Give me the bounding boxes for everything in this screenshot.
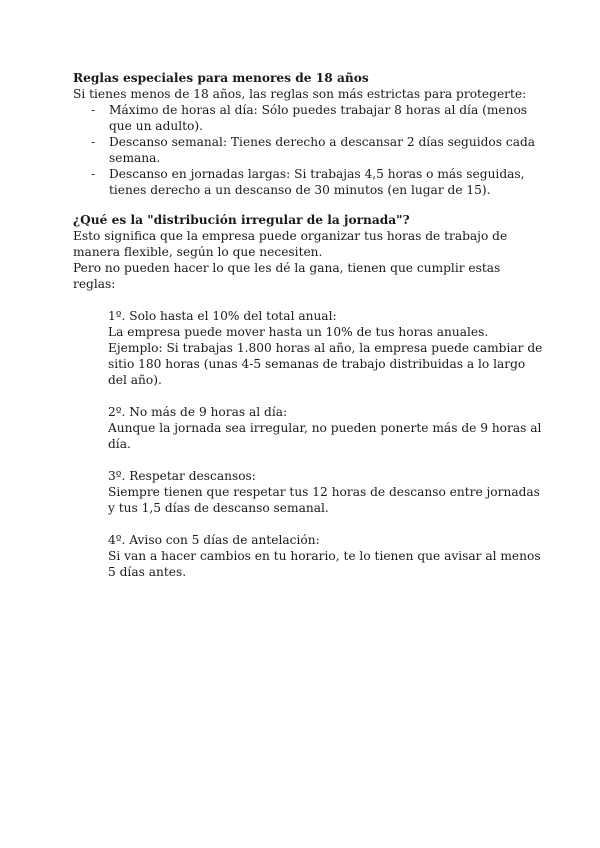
rule-item [108,404,543,452]
rule-line: Ejemplo: Si trabajas 1.800 horas al año, la empresa puede cambiar de sitio 180 horas (unas 4-5 semanas de trabajo distribuidas a lo largo del año). [108,341,543,387]
section-minors-title: Reglas especiales para menores de 18 años [73,71,369,85]
rule-title: 1º. Solo hasta el 10% del total anual: [108,309,337,323]
list-item: - Descanso en jornadas largas: Si trabajas 4,5 horas o más seguidas, tienes derecho a un descanso de 30 minutos (en lugar de 15). [91,167,525,197]
list-item: - Descanso semanal: Tienes derecho a descansar 2 días seguidos cada semana. [91,135,536,165]
rule-line: Siempre tienen que respetar tus 12 horas de descanso entre jornadas y tus 1,5 días de descanso semanal. [108,485,540,515]
dash-bullet: - [91,103,96,117]
rule-item [108,468,543,516]
section-irregular-para2: Pero no pueden hacer lo que les dé la gana, tienen que cumplir estas reglas: [73,261,501,291]
rule-item [108,308,543,388]
list-item: - Máximo de horas al día: Sólo puedes trabajar 8 horas al día (menos que un adulto). [91,103,528,133]
rules-block [73,308,543,580]
section-irregular-distribution [73,212,543,292]
section-minors-intro: Si tienes menos de 18 años, las reglas son más estrictas para protegerte: [73,87,527,101]
rule-title: 4º. Aviso con 5 días de antelación: [108,533,320,547]
dash-bullet: - [91,135,96,149]
rule-line: Si van a hacer cambios en tu horario, te lo tienen que avisar al menos 5 días antes. [108,549,541,579]
rule-item [108,532,543,580]
rule-title: 3º. Respetar descansos: [108,469,256,483]
section-irregular-para1: Esto significa que la empresa puede organizar tus horas de trabajo de manera flexible, según lo que necesiten. [73,229,508,259]
rule-line: Aunque la jornada sea irregular, no pueden ponerte más de 9 horas al día. [108,421,542,451]
dash-bullet: - [91,167,96,181]
section-minors [73,70,543,198]
rule-line: La empresa puede mover hasta un 10% de tus horas anuales. [108,325,489,339]
document-page [73,70,543,596]
rule-title: 2º. No más de 9 horas al día: [108,405,288,419]
section-irregular-title: ¿Qué es la "distribución irregular de la jornada"? [73,213,410,227]
minors-rules-list [73,102,543,198]
